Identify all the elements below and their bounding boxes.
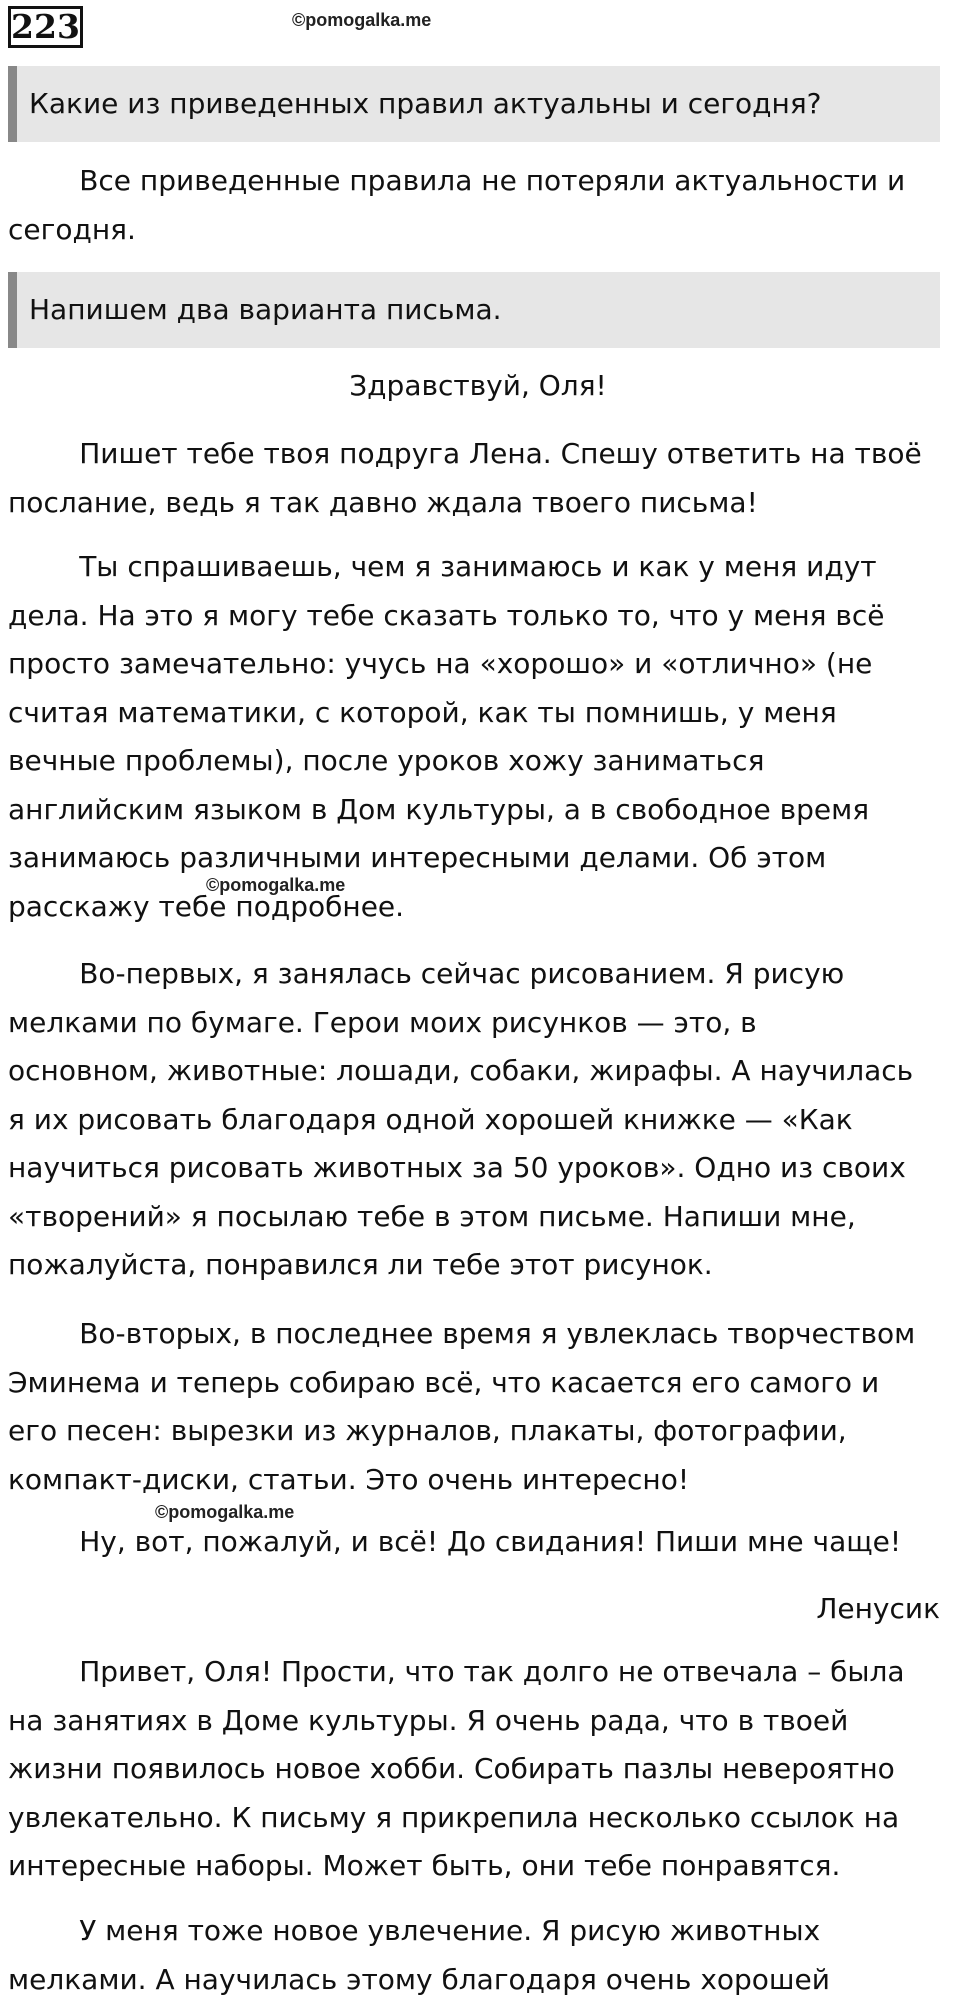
letter1-paragraph-3: Во-первых, я занялась сейчас рисованием. Я рисую мелками по бумаге. Герои моих рисунков — это, в основном, животные: лошади, собаки, жирафы. А научилась я их рисовать благодаря одной хорошей книжке — «Как научиться рисовать животных за 50 уроков». Одно из своих «творений» я посылаю тебе в этом письме. Напиши мне, пожалуйста, понравился ли тебе этот рисунок. — [8, 957, 914, 1281]
letter1-paragraph-2: Ты спрашиваешь, чем я занимаюсь и как у меня идут дела. На это я могу тебе сказать только то, что у меня всё просто замечательно: учусь на «хорошо» и «отлично» (не считая математики, с которой, как ты помнишь, у меня вечные проблемы), после уроков хожу заниматься английским языком в Дом культуры, а в свободное время занимаюсь различными интересными делами. Об этом расскажу тебе подробнее. — [8, 550, 885, 923]
letter2-paragraph-1: Привет, Оля! Прости, что так долго не отвечала – была на занятиях в Доме культуры. Я очень рада, что в твоей жизни появилось новое хобби. Собирать пазлы невероятно увлекательно. К письму я прикрепила несколько ссылок на интересные наборы. Может быть, они тебе понравятся. — [8, 1655, 905, 1882]
letter-greeting: Здравствуй, Оля! — [349, 369, 607, 402]
letter1-signature: Ленусик — [816, 1592, 940, 1625]
question-bar-2: Напишем два варианта письма. — [8, 272, 940, 348]
letter2-paragraph-2: У меня тоже новое увлечение. Я рисую животных мелками. А научилась этому благодаря очень хорошей — [8, 1914, 830, 1996]
watermark: ©pomogalka.me — [155, 1502, 295, 1522]
watermark: ©pomogalka.me — [206, 875, 346, 895]
question-bar-1: Какие из приведенных правил актуальны и сегодня? — [8, 66, 940, 142]
letter1-paragraph-1: Пишет тебе твоя подруга Лена. Спешу ответить на твоё послание, ведь я так давно ждала твоего письма! — [8, 437, 922, 519]
watermark: ©pomogalka.me — [292, 10, 432, 30]
letter1-paragraph-5: Ну, вот, пожалуй, и всё! До свидания! Пиши мне чаще! — [8, 1525, 902, 1558]
letter1-paragraph-4: Во-вторых, в последнее время я увлеклась творчеством Эминема и теперь собираю всё, что касается его самого и его песен: вырезки из журналов, плакаты, фотографии, компакт-диски, статьи. Это очень интересно! — [8, 1317, 916, 1496]
answer-paragraph: Все приведенные правила не потеряли актуальности и сегодня. — [8, 164, 906, 246]
task-number: 223 — [8, 6, 83, 48]
